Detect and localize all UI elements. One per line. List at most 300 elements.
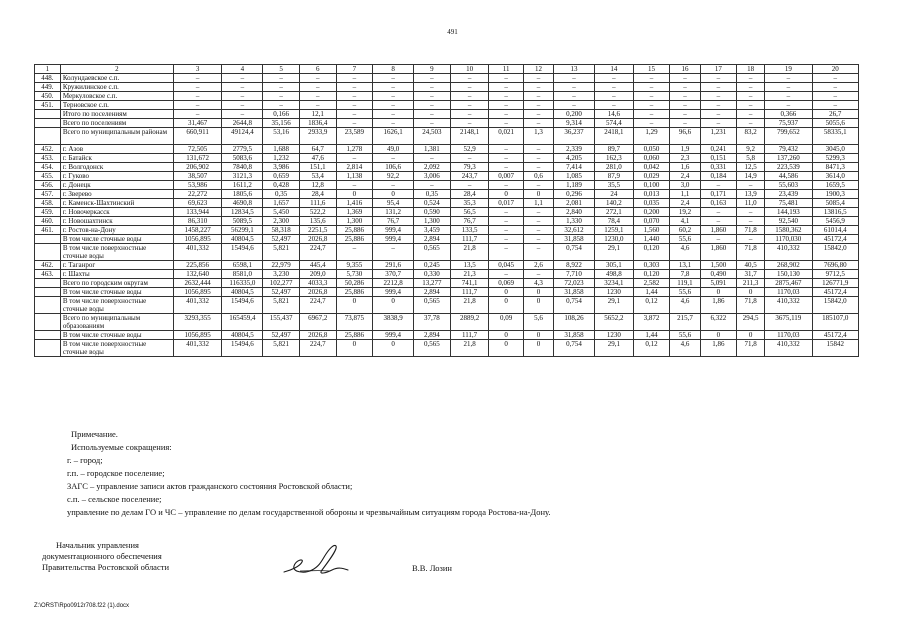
value-cell: –: [737, 208, 765, 217]
value-cell: 8581,0: [222, 270, 263, 279]
row-number-cell: 463.: [35, 270, 61, 279]
value-cell: 3,230: [263, 270, 300, 279]
value-cell: 2,894: [414, 235, 451, 244]
value-cell: 23,589: [336, 128, 373, 145]
value-cell: 1230,0: [594, 235, 633, 244]
value-cell: 111,7: [450, 331, 489, 340]
column-header: 18: [737, 65, 765, 74]
value-cell: 131,672: [173, 154, 221, 163]
value-cell: 79,432: [765, 145, 812, 154]
column-header: 20: [812, 65, 858, 74]
value-cell: –: [489, 154, 523, 163]
value-cell: 35,5: [594, 181, 633, 190]
value-cell: –: [700, 92, 737, 101]
table-row: [35, 92, 859, 101]
value-cell: –: [222, 83, 263, 92]
value-cell: –: [414, 110, 451, 119]
value-cell: –: [222, 110, 263, 119]
row-number-cell: [35, 110, 61, 119]
row-number-cell: [35, 297, 61, 314]
table-row: [35, 314, 859, 331]
value-cell: 225,856: [173, 261, 221, 270]
value-cell: 215,7: [670, 314, 700, 331]
value-cell: –: [299, 92, 336, 101]
value-cell: 58,318: [263, 226, 300, 235]
table-row: [35, 235, 859, 244]
value-cell: 2,092: [414, 163, 451, 172]
value-cell: 50,286: [336, 279, 373, 288]
note-line: г.п. – городское поселение;: [67, 468, 165, 478]
value-cell: –: [450, 83, 489, 92]
value-cell: 291,6: [373, 261, 414, 270]
row-name-cell: Итого по поселениям: [60, 110, 173, 119]
value-cell: 2026,8: [299, 288, 336, 297]
value-cell: 0,12: [633, 340, 670, 357]
row-name-cell: Всего по муниципальным районам: [60, 128, 173, 145]
row-name-cell: Кружилинское с.п.: [60, 83, 173, 92]
table-row: [35, 208, 859, 217]
value-cell: 106,6: [373, 163, 414, 172]
row-name-cell: г. Каменск-Шахтинский: [60, 199, 173, 208]
value-cell: 224,7: [299, 297, 336, 314]
value-cell: 0,200: [554, 110, 595, 119]
value-cell: 2148,1: [450, 128, 489, 145]
value-cell: 0,754: [554, 340, 595, 357]
value-cell: 0,659: [263, 172, 300, 181]
value-cell: 223,539: [765, 163, 812, 172]
value-cell: 25,886: [336, 226, 373, 235]
value-cell: 87,9: [594, 172, 633, 181]
value-cell: 40,5: [737, 261, 765, 270]
value-cell: 7840,8: [222, 163, 263, 172]
value-cell: –: [489, 83, 523, 92]
row-number-cell: [35, 235, 61, 244]
row-number-cell: 461.: [35, 226, 61, 235]
value-cell: 0,120: [633, 270, 670, 279]
value-cell: 0,524: [414, 199, 451, 208]
column-header: 16: [670, 65, 700, 74]
value-cell: 23,439: [765, 190, 812, 199]
value-cell: 2026,8: [299, 331, 336, 340]
value-cell: –: [373, 83, 414, 92]
value-cell: –: [523, 217, 553, 226]
value-cell: –: [523, 119, 553, 128]
value-cell: 61014,4: [812, 226, 858, 235]
value-cell: 0,029: [633, 172, 670, 181]
value-cell: 79,3: [450, 163, 489, 172]
value-cell: 2,894: [414, 331, 451, 340]
column-header: 5: [263, 65, 300, 74]
value-cell: –: [489, 226, 523, 235]
value-cell: 5,091: [700, 279, 737, 288]
value-cell: –: [299, 101, 336, 110]
row-name-cell: В том числе сточные воды: [60, 331, 173, 340]
value-cell: 1,860: [700, 226, 737, 235]
row-name-cell: Терновское с.п.: [60, 101, 173, 110]
table-row: [35, 288, 859, 297]
value-cell: 1,29: [633, 128, 670, 145]
value-cell: 5,821: [263, 244, 300, 261]
value-cell: 243,7: [450, 172, 489, 181]
table-body: [35, 65, 859, 357]
value-cell: 1836,4: [299, 119, 336, 128]
value-cell: –: [700, 101, 737, 110]
value-cell: –: [336, 110, 373, 119]
value-cell: 116335,0: [222, 279, 263, 288]
value-cell: –: [450, 181, 489, 190]
value-cell: 1,500: [700, 261, 737, 270]
value-cell: 6598,1: [222, 261, 263, 270]
value-cell: 132,640: [173, 270, 221, 279]
table-row: [35, 110, 859, 119]
value-cell: 5,6: [523, 314, 553, 331]
row-name-cell: г. Шахты: [60, 270, 173, 279]
value-cell: 5,450: [263, 208, 300, 217]
value-cell: 12,5: [737, 163, 765, 172]
value-cell: –: [263, 74, 300, 83]
data-table-container: [34, 64, 859, 357]
row-number-cell: [35, 128, 61, 145]
value-cell: 2,081: [554, 199, 595, 208]
value-cell: 55,6: [670, 331, 700, 340]
value-cell: 3675,119: [765, 314, 812, 331]
value-cell: 5,821: [263, 340, 300, 357]
value-cell: –: [554, 83, 595, 92]
value-cell: 12,8: [299, 181, 336, 190]
value-cell: –: [222, 101, 263, 110]
value-cell: 111,7: [450, 235, 489, 244]
value-cell: –: [336, 92, 373, 101]
value-cell: 5299,3: [812, 154, 858, 163]
value-cell: –: [414, 101, 451, 110]
value-cell: –: [523, 74, 553, 83]
value-cell: –: [263, 101, 300, 110]
value-cell: 165459,4: [222, 314, 263, 331]
value-cell: 0: [489, 190, 523, 199]
value-cell: 15494,6: [222, 297, 263, 314]
column-header: 17: [700, 65, 737, 74]
table-row: [35, 83, 859, 92]
row-number-cell: 448.: [35, 74, 61, 83]
value-cell: 0,166: [263, 110, 300, 119]
value-cell: 999,4: [373, 235, 414, 244]
value-cell: –: [737, 83, 765, 92]
value-cell: 5,821: [263, 297, 300, 314]
value-cell: 2,300: [263, 217, 300, 226]
value-cell: –: [670, 110, 700, 119]
value-cell: 268,902: [765, 261, 812, 270]
row-name-cell: Всего по городским округам: [60, 279, 173, 288]
value-cell: 28,4: [450, 190, 489, 199]
value-cell: 40804,5: [222, 288, 263, 297]
value-cell: –: [523, 226, 553, 235]
column-header: 3: [173, 65, 221, 74]
value-cell: 1,189: [554, 181, 595, 190]
value-cell: 92,540: [765, 217, 812, 226]
value-cell: 52,9: [450, 145, 489, 154]
value-cell: 2251,5: [299, 226, 336, 235]
value-cell: 32,612: [554, 226, 595, 235]
row-name-cell: В том числе сточные воды: [60, 235, 173, 244]
value-cell: –: [700, 235, 737, 244]
value-cell: 45172,4: [812, 235, 858, 244]
table-row: [35, 297, 859, 314]
value-cell: –: [700, 181, 737, 190]
note-line: г. – город;: [67, 455, 103, 465]
value-cell: –: [523, 110, 553, 119]
value-cell: 2779,5: [222, 145, 263, 154]
table-row: [35, 119, 859, 128]
value-cell: 0,331: [700, 163, 737, 172]
value-cell: 1170,03: [765, 331, 812, 340]
value-cell: 0: [373, 297, 414, 314]
value-cell: 0,565: [414, 244, 451, 261]
value-cell: 0,060: [633, 154, 670, 163]
value-cell: 660,911: [173, 128, 221, 145]
value-cell: 1805,6: [222, 190, 263, 199]
value-cell: 1458,227: [173, 226, 221, 235]
value-cell: 5,730: [336, 270, 373, 279]
row-number-cell: [35, 279, 61, 288]
value-cell: 133,5: [450, 226, 489, 235]
value-cell: 13,1: [670, 261, 700, 270]
value-cell: –: [670, 74, 700, 83]
value-cell: 0: [523, 331, 553, 340]
value-cell: –: [336, 83, 373, 92]
value-cell: 0: [489, 288, 523, 297]
value-cell: 3,986: [263, 163, 300, 172]
value-cell: –: [765, 74, 812, 83]
value-cell: 78,4: [594, 217, 633, 226]
value-cell: 55,6: [670, 235, 700, 244]
value-cell: 1611,2: [222, 181, 263, 190]
value-cell: 0,035: [633, 199, 670, 208]
value-cell: 37,78: [414, 314, 451, 331]
value-cell: 999,4: [373, 288, 414, 297]
value-cell: 13,5: [450, 261, 489, 270]
row-name-cell: Колундаевское с.п.: [60, 74, 173, 83]
value-cell: 69,623: [173, 199, 221, 208]
value-cell: 0,070: [633, 217, 670, 226]
value-cell: –: [450, 74, 489, 83]
value-cell: 12834,5: [222, 208, 263, 217]
value-cell: –: [336, 119, 373, 128]
value-cell: 3121,3: [222, 172, 263, 181]
value-cell: 135,6: [299, 217, 336, 226]
value-cell: 0: [700, 288, 737, 297]
row-number-cell: 451.: [35, 101, 61, 110]
value-cell: 26,7: [812, 110, 858, 119]
table-row: [35, 181, 859, 190]
value-cell: –: [594, 74, 633, 83]
value-cell: 49,0: [373, 145, 414, 154]
value-cell: 5652,2: [594, 314, 633, 331]
value-cell: 0,565: [414, 340, 451, 357]
table-row: [35, 190, 859, 199]
table-row: [35, 270, 859, 279]
value-cell: –: [336, 74, 373, 83]
row-name-cell: В том числе поверхностные сточные воды: [60, 340, 173, 357]
value-cell: –: [414, 154, 451, 163]
value-cell: –: [336, 244, 373, 261]
value-cell: 4,1: [670, 217, 700, 226]
row-name-cell: г. Новочеркасск: [60, 208, 173, 217]
value-cell: 1,688: [263, 145, 300, 154]
value-cell: 1170,03: [765, 288, 812, 297]
value-cell: 0: [336, 340, 373, 357]
value-cell: 40804,5: [222, 235, 263, 244]
value-cell: 0,163: [700, 199, 737, 208]
value-cell: 0,490: [700, 270, 737, 279]
value-cell: –: [373, 101, 414, 110]
value-cell: 133,944: [173, 208, 221, 217]
value-cell: 1900,3: [812, 190, 858, 199]
row-name-cell: Всего по муниципальным образованиям: [60, 314, 173, 331]
value-cell: 60,2: [670, 226, 700, 235]
column-header: 10: [450, 65, 489, 74]
value-cell: 3045,0: [812, 145, 858, 154]
value-cell: –: [700, 208, 737, 217]
value-cell: –: [299, 83, 336, 92]
row-name-cell: г. Ростов-на-Дону: [60, 226, 173, 235]
value-cell: –: [633, 92, 670, 101]
value-cell: –: [594, 92, 633, 101]
value-cell: 2,339: [554, 145, 595, 154]
value-cell: –: [450, 92, 489, 101]
value-cell: 15842,0: [812, 297, 858, 314]
row-name-cell: В том числе поверхностные сточные воды: [60, 244, 173, 261]
value-cell: 144,193: [765, 208, 812, 217]
column-header: 12: [523, 65, 553, 74]
value-cell: –: [336, 101, 373, 110]
value-cell: –: [700, 83, 737, 92]
value-cell: 498,8: [594, 270, 633, 279]
value-cell: 31,858: [554, 235, 595, 244]
value-cell: –: [554, 74, 595, 83]
value-cell: 574,4: [594, 119, 633, 128]
value-cell: 86,310: [173, 217, 221, 226]
row-number-cell: 454.: [35, 163, 61, 172]
value-cell: 0: [523, 190, 553, 199]
value-cell: –: [373, 92, 414, 101]
value-cell: 21,8: [450, 340, 489, 357]
value-cell: 0: [373, 340, 414, 357]
value-cell: 25,886: [336, 331, 373, 340]
value-cell: 9712,5: [812, 270, 858, 279]
value-cell: 0: [737, 288, 765, 297]
row-number-cell: 457.: [35, 190, 61, 199]
value-cell: 1,300: [336, 217, 373, 226]
value-cell: 56299,1: [222, 226, 263, 235]
value-cell: 1,6: [670, 163, 700, 172]
signatory-title-line: Правительства Ростовской области: [42, 562, 169, 572]
value-cell: 53,986: [173, 181, 221, 190]
value-cell: 1230: [594, 331, 633, 340]
value-cell: –: [489, 244, 523, 261]
value-cell: 6,322: [700, 314, 737, 331]
value-cell: 2,6: [523, 261, 553, 270]
column-header: 1: [35, 65, 61, 74]
value-cell: 31,7: [737, 270, 765, 279]
value-cell: 126771,9: [812, 279, 858, 288]
value-cell: 25,886: [336, 235, 373, 244]
value-cell: 162,3: [594, 154, 633, 163]
value-cell: 1,232: [263, 154, 300, 163]
value-cell: 5089,5: [222, 217, 263, 226]
value-cell: 3234,1: [594, 279, 633, 288]
value-cell: –: [523, 270, 553, 279]
value-cell: –: [414, 181, 451, 190]
value-cell: 5456,9: [812, 217, 858, 226]
value-cell: –: [765, 92, 812, 101]
value-cell: 1,330: [554, 217, 595, 226]
value-cell: 7,414: [554, 163, 595, 172]
value-cell: –: [700, 119, 737, 128]
value-cell: 0,120: [633, 244, 670, 261]
value-cell: 13,277: [414, 279, 451, 288]
value-cell: 0: [523, 340, 553, 357]
value-cell: –: [633, 110, 670, 119]
value-cell: –: [700, 217, 737, 226]
value-cell: –: [523, 244, 553, 261]
value-cell: 1,278: [336, 145, 373, 154]
value-cell: 12,1: [299, 110, 336, 119]
value-cell: 1,44: [633, 288, 670, 297]
value-cell: 71,8: [737, 226, 765, 235]
value-cell: 83,2: [737, 128, 765, 145]
value-cell: 1,3: [523, 128, 553, 145]
value-cell: 401,332: [173, 244, 221, 261]
value-cell: 401,332: [173, 297, 221, 314]
value-cell: 9,355: [336, 261, 373, 270]
row-number-cell: [35, 288, 61, 297]
value-cell: 55,603: [765, 181, 812, 190]
value-cell: 29,1: [594, 244, 633, 261]
column-header: 2: [60, 65, 173, 74]
value-cell: 19,2: [670, 208, 700, 217]
value-cell: 2026,8: [299, 235, 336, 244]
value-cell: –: [523, 208, 553, 217]
value-cell: 3,006: [414, 172, 451, 181]
table-row: [35, 244, 859, 261]
value-cell: 52,497: [263, 331, 300, 340]
value-cell: 401,332: [173, 340, 221, 357]
value-cell: 21,8: [450, 244, 489, 261]
value-cell: 52,497: [263, 235, 300, 244]
value-cell: 1,1: [670, 190, 700, 199]
row-number-cell: [35, 119, 61, 128]
value-cell: 64,7: [299, 145, 336, 154]
row-number-cell: [35, 340, 61, 357]
value-cell: 211,3: [737, 279, 765, 288]
value-cell: 1,44: [633, 331, 670, 340]
value-cell: 7,8: [670, 270, 700, 279]
table-row: [35, 101, 859, 110]
row-name-cell: В том числе сточные воды: [60, 288, 173, 297]
value-cell: 0: [489, 331, 523, 340]
value-cell: 2,4: [670, 199, 700, 208]
value-cell: 0,35: [414, 190, 451, 199]
value-cell: 14,9: [737, 172, 765, 181]
value-cell: 0,428: [263, 181, 300, 190]
value-cell: 272,1: [594, 208, 633, 217]
value-cell: 206,902: [173, 163, 221, 172]
value-cell: 35,156: [263, 119, 300, 128]
value-cell: 53,16: [263, 128, 300, 145]
value-cell: 0,590: [414, 208, 451, 217]
value-cell: 0,565: [414, 297, 451, 314]
value-cell: 185107,0: [812, 314, 858, 331]
